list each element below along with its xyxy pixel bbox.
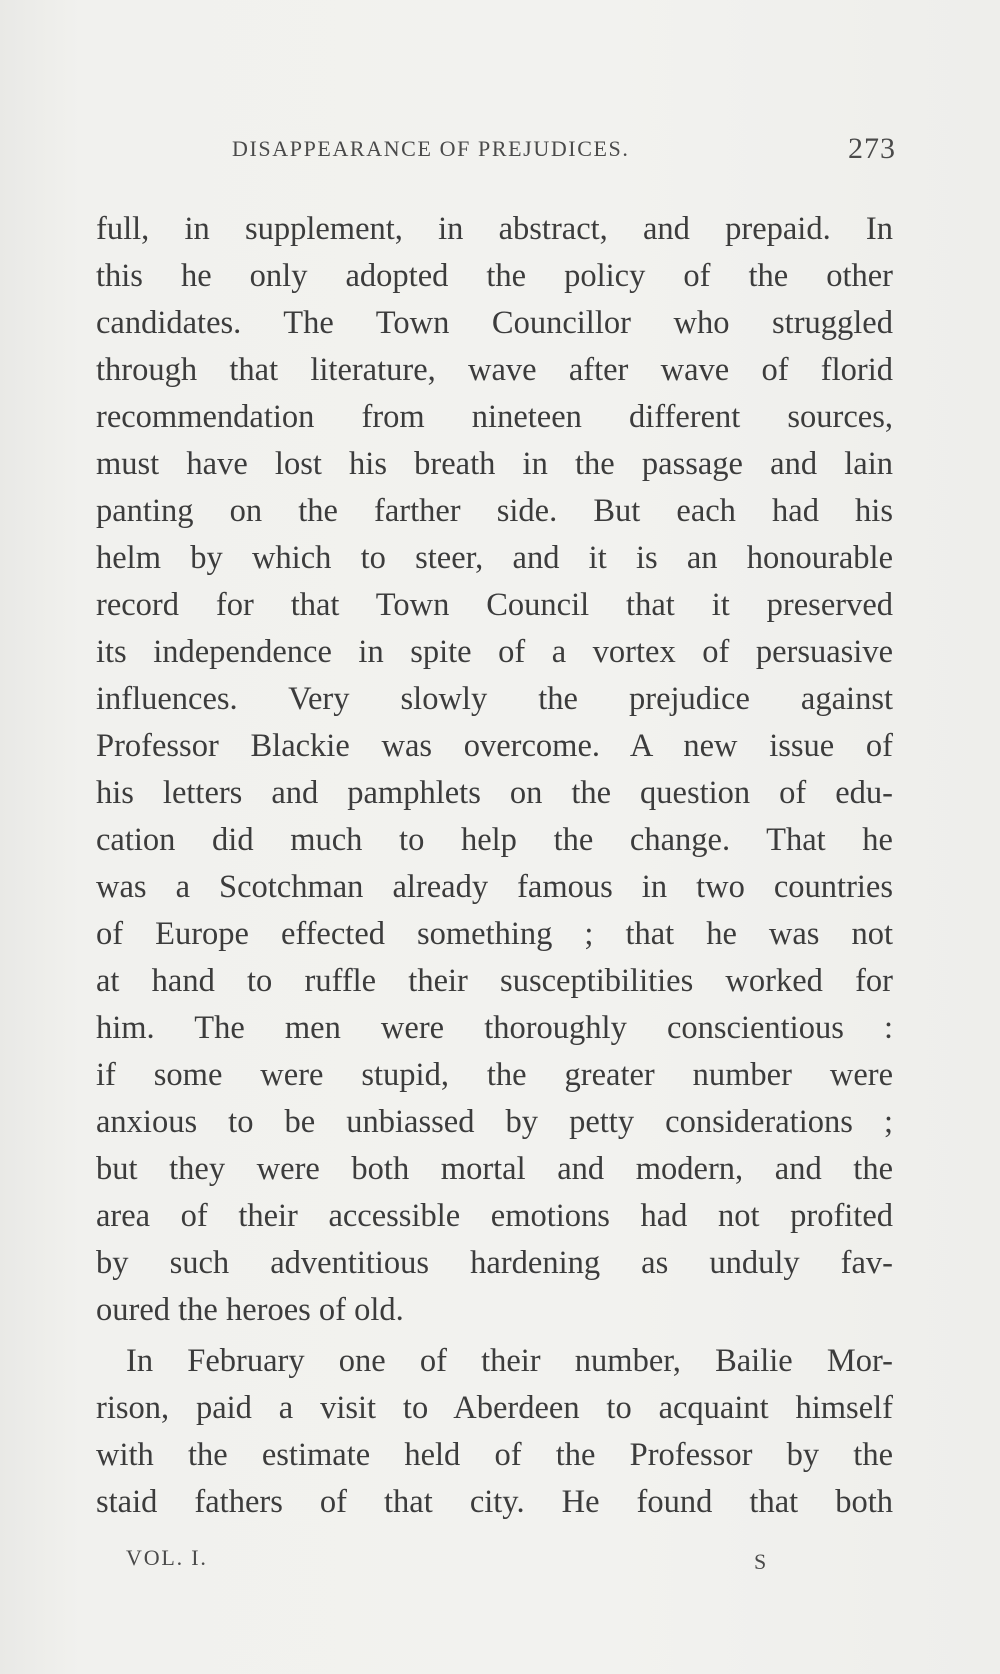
text-line: him. The men were thoroughly conscientious : (96, 1010, 893, 1046)
text-line: helm by which to steer, and it is an honourable (96, 540, 893, 576)
text-line: cation did much to help the change. That he (96, 822, 893, 858)
text-line: record for that Town Council that it preserved (96, 587, 893, 623)
body-text (96, 206, 893, 1526)
page-footer (126, 1545, 766, 1585)
running-title: DISAPPEARANCE OF PREJUDICES. (232, 136, 630, 161)
text-line: if some were stupid, the greater number were (96, 1057, 893, 1093)
text-line: candidates. The Town Councillor who struggled (96, 305, 893, 341)
text-line: through that literature, wave after wave of florid (96, 352, 893, 388)
signature-mark: S (754, 1549, 767, 1574)
text-line: recommendation from nineteen different sources, (96, 399, 893, 435)
text-line: staid fathers of that city. He found that both (96, 1484, 893, 1520)
volume-label: VOL. I. (126, 1545, 208, 1570)
text-line: of Europe effected something ; that he was not (96, 916, 893, 952)
running-head (96, 132, 896, 176)
text-line: with the estimate held of the Professor by the (96, 1437, 893, 1473)
text-line: area of their accessible emotions had not profited (96, 1198, 893, 1234)
text-line: rison, paid a visit to Aberdeen to acquaint himself (96, 1390, 893, 1426)
text-line: by such adventitious hardening as unduly fav- (96, 1245, 893, 1281)
text-line: anxious to be unbiassed by petty considerations ; (96, 1104, 893, 1140)
text-line: was a Scotchman already famous in two countries (96, 869, 893, 905)
text-line: his letters and pamphlets on the question of edu- (96, 775, 893, 811)
text-line: its independence in spite of a vortex of persuasive (96, 634, 893, 670)
text-line: influences. Very slowly the prejudice against (96, 681, 893, 717)
text-line: but they were both mortal and modern, and the (96, 1151, 893, 1187)
text-line: Professor Blackie was overcome. A new issue of (96, 728, 893, 764)
text-line: full, in supplement, in abstract, and prepaid. In (96, 211, 893, 247)
text-line: panting on the farther side. But each had his (96, 493, 893, 529)
text-line: this he only adopted the policy of the other (96, 258, 893, 294)
paragraph-end-line: oured the heroes of old. (96, 1292, 404, 1328)
page-number: 273 (848, 132, 896, 165)
text-line: must have lost his breath in the passage and lain (96, 446, 893, 482)
text-line: at hand to ruffle their susceptibilities worked for (96, 963, 893, 999)
paragraph-start-line: In February one of their number, Bailie Mor- (126, 1343, 893, 1379)
